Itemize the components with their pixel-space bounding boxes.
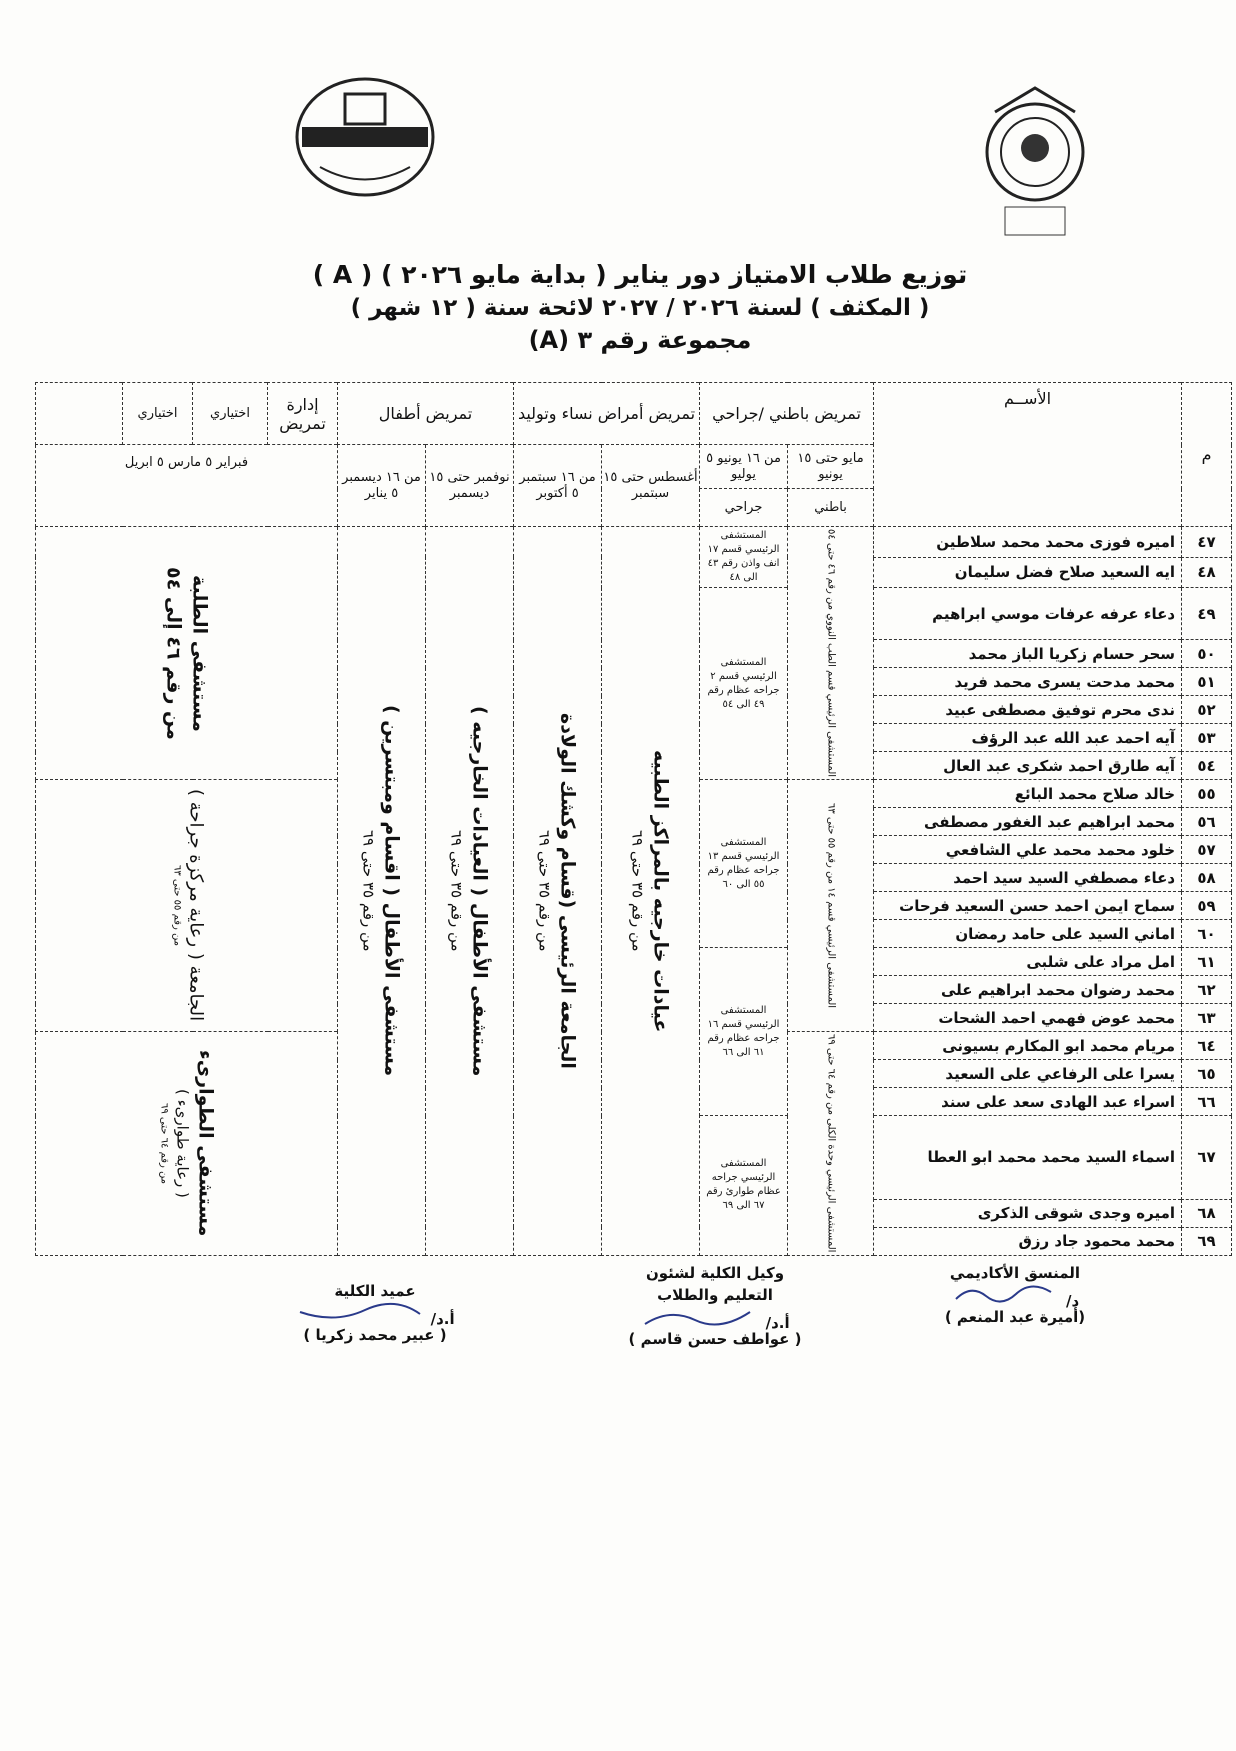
student-name: امل مراد على شلبى xyxy=(874,948,1182,976)
internal-assignment: المستشفى الرئيسي قسم ١٤ من رقم ٥٥ حتى ٦٣ xyxy=(788,780,874,1032)
rotation-assignment: عيادات خارجيه بالمراكز الطبيه من رقم ٣٥ حتى ٦٩ xyxy=(602,527,700,1256)
header-name: الأســم xyxy=(874,383,1182,527)
student-name: يسرا على الرفاعي على السعيد xyxy=(874,1060,1182,1088)
coordinator-prefix: د/ xyxy=(1066,1292,1080,1310)
student-name: آيه طارق احمد شكرى عبد العال xyxy=(874,752,1182,780)
student-name: اميره فوزى محمد محمد سلاطين xyxy=(874,527,1182,558)
header-elective-1: اختياري xyxy=(193,383,268,445)
student-number: ٦٤ xyxy=(1182,1032,1232,1060)
student-name: محمد عوض فهمي احمد الشحات xyxy=(874,1004,1182,1032)
student-number: ٤٨ xyxy=(1182,557,1232,588)
hospital-assignment-b: الجامعة ( رعاية مركزة جراحة ) من رقم ٥٥ حتى ٦٣ xyxy=(36,780,338,1032)
vice-dean-prefix: أ.د/ xyxy=(765,1314,790,1332)
student-name: سحر حسام زكريا الباز محمد xyxy=(874,640,1182,668)
rotation-assignment: مستشفى الأطفال ( العيادات الخارجيه ) من رقم ٣٥ حتى ٦٩ xyxy=(426,527,514,1256)
student-name: محمد محمود جاد رزق xyxy=(874,1227,1182,1255)
student-name: اسراء عبد الهادى سعد على سند xyxy=(874,1088,1182,1116)
rotation-assignment: مستشفى الأطفال ( اقسام ومبتسرين ) من رقم ٣٥ حتى ٦٩ xyxy=(338,527,426,1256)
student-number: ٥٩ xyxy=(1182,892,1232,920)
internal-assignment: المستشفى الرئيسي وحدة الكلى من رقم ٦٤ حتى ٦٩ xyxy=(788,1032,874,1255)
period-5: نوفمبر حتى ١٥ ديسمبر xyxy=(426,445,514,527)
dean-signature xyxy=(250,1280,500,1346)
student-number: ٥٣ xyxy=(1182,724,1232,752)
student-name: اسماء السيد محمد محمد ابو العطا xyxy=(874,1116,1182,1199)
student-name: مريام محمد ابو المكارم بسيونى xyxy=(874,1032,1182,1060)
dean-prefix: أ.د/ xyxy=(430,1310,455,1328)
signature-scribble-icon xyxy=(295,1302,425,1324)
period-7: فبراير ٥ مارس ٥ ابريل xyxy=(36,445,338,527)
vice-dean-title: وكيل الكلية لشئون xyxy=(645,1264,785,1282)
hospital-assignment-a: مستشفى الطلبة من رقم ٤٦ إلى ٥٤ xyxy=(36,527,338,780)
faculty-logo xyxy=(290,72,440,202)
period-3: أغسطس حتى ١٥ سبتمبر xyxy=(602,445,700,527)
vice-dean-signature xyxy=(600,1262,830,1350)
university-logo xyxy=(975,82,1095,242)
student-name: ندى محرم توفيق مصطفى عبيد xyxy=(874,696,1182,724)
student-number: ٤٧ xyxy=(1182,527,1232,558)
student-number: ٥٧ xyxy=(1182,836,1232,864)
surgery-assignment: المستشفى الرئيسي قسم ٢ جراحه عظام رقم ٤٩ الى ٥٤ xyxy=(700,588,788,780)
student-number: ٥٤ xyxy=(1182,752,1232,780)
period-6: من ١٦ ديسمبر ٥ يناير xyxy=(338,445,426,527)
student-name: آيه احمد عبد الله عبد الرؤف xyxy=(874,724,1182,752)
coordinator-signature xyxy=(920,1262,1110,1328)
signature-scribble-icon xyxy=(640,1306,760,1328)
student-rows xyxy=(36,527,1232,1256)
surgery-assignment: المستشفى الرئيسي قسم ١٦ جراحه عظام رقم ٦١ الى ٦٦ xyxy=(700,948,788,1116)
student-name: اماني السيد على حامد رمضان xyxy=(874,920,1182,948)
student-number: ٦١ xyxy=(1182,948,1232,976)
student-name: محمد ابراهيم عبد الغفور مصطفى xyxy=(874,808,1182,836)
student-number: ٦٣ xyxy=(1182,1004,1232,1032)
student-number: ٦٩ xyxy=(1182,1227,1232,1255)
student-number: ٤٩ xyxy=(1182,588,1232,640)
header-admin: إدارة تمريض xyxy=(268,383,338,445)
coordinator-name: (أميرة عبد المنعم ) xyxy=(944,1308,1086,1326)
student-name: خالد صلاح محمد البائع xyxy=(874,780,1182,808)
header-internal-surgery: تمريض باطني /جراحي xyxy=(700,383,874,445)
period-2: من ١٦ يونيو ٥ يوليو xyxy=(700,445,788,489)
dean-title: عميد الكلية xyxy=(334,1282,416,1300)
period-1: مايو حتى ١٥ يونيو xyxy=(788,445,874,489)
student-number: ٥٨ xyxy=(1182,864,1232,892)
student-name: سماح ايمن احمد حسن السعيد فرحات xyxy=(874,892,1182,920)
surgery-assignment: المستشفى الرئيسي قسم ١٧ انف واذن رقم ٤٣ الى ٤٨ xyxy=(700,527,788,588)
header-obgyn: تمريض أمراض نساء وتوليد xyxy=(514,383,700,445)
student-number: ٦٦ xyxy=(1182,1088,1232,1116)
header-elective-2: اختياري xyxy=(123,383,193,445)
table-row xyxy=(36,527,1232,558)
distribution-table xyxy=(35,382,1232,1256)
student-number: ٥٢ xyxy=(1182,696,1232,724)
student-name: ايه السعيد صلاح فضل سليمان xyxy=(874,557,1182,588)
title-line-1: توزيع طلاب الامتياز دور يناير ( بداية مايو ٢٠٢٦ ) ( A ) xyxy=(312,260,968,289)
student-number: ٥١ xyxy=(1182,668,1232,696)
title-line-3: مجموعة رقم ٣ (A) xyxy=(528,326,752,354)
student-name: خلود محمد محمد علي الشافعي xyxy=(874,836,1182,864)
student-number: ٦٥ xyxy=(1182,1060,1232,1088)
student-name: محمد مدحت يسرى محمد فريد xyxy=(874,668,1182,696)
header-m: م xyxy=(1182,383,1232,527)
internal-assignment: المستشفى الرئيسي قسم الطب النووي من رقم ٤٦ حتى ٥٤ xyxy=(788,527,874,780)
period-surgery: جراحي xyxy=(700,489,788,527)
student-name: اميره وجدى شوقى الذكرى xyxy=(874,1199,1182,1227)
student-name: دعاء عرفه عرفات موسي ابراهيم xyxy=(874,588,1182,640)
student-number: ٦٧ xyxy=(1182,1116,1232,1199)
coordinator-title: المنسق الأكاديمي xyxy=(949,1264,1081,1282)
student-name: محمد رضوان محمد ابراهيم على xyxy=(874,976,1182,1004)
student-name: دعاء مصطفي السيد سيد احمد xyxy=(874,864,1182,892)
student-number: ٦٨ xyxy=(1182,1199,1232,1227)
student-number: ٦٢ xyxy=(1182,976,1232,1004)
header-pediatric: تمريض أطفال xyxy=(338,383,514,445)
period-4: من ١٦ سبتمبر ٥ أكتوبر xyxy=(514,445,602,527)
rotation-assignment: الجامعة الرئيسى (قسام وكشك الولادة من رقم ٣٥ حتى ٦٩ xyxy=(514,527,602,1256)
student-number: ٥٠ xyxy=(1182,640,1232,668)
title-line-2: ( المكثف ) لسنة ٢٠٢٦ / ٢٠٢٧ لائحة سنة ( ١٢ شهر ) xyxy=(350,295,930,321)
vice-dean-title-2: التعليم والطلاب xyxy=(657,1286,773,1304)
dean-name: ( عبير محمد زكريا ) xyxy=(303,1326,447,1344)
surgery-assignment: المستشفى الرئيسي جراحه عظام طوارئ رقم ٦٧ الى ٦٩ xyxy=(700,1116,788,1255)
student-number: ٦٠ xyxy=(1182,920,1232,948)
student-number: ٥٦ xyxy=(1182,808,1232,836)
vice-dean-name: ( عواطف حسن قاسم ) xyxy=(628,1330,802,1348)
document-title xyxy=(270,258,1010,356)
period-internal: باطني xyxy=(788,489,874,527)
student-number: ٥٥ xyxy=(1182,780,1232,808)
surgery-assignment: المستشفى الرئيسي قسم ١٣ جراحه عظام رقم ٥٥ الى ٦٠ xyxy=(700,780,788,948)
signature-scribble-icon xyxy=(951,1284,1061,1306)
hospital-assignment-c: مستشفى الطوارىء ( رعاية طوارىء ) من رقم ٦٤ حتى ٦٩ xyxy=(36,1032,338,1255)
